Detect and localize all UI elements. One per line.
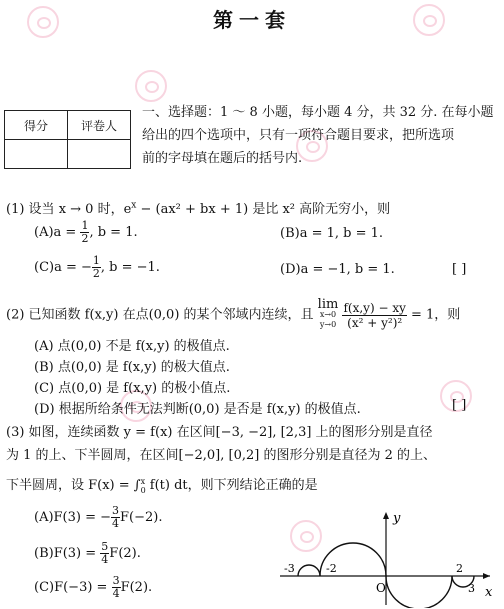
x-axis-label: x <box>485 585 493 600</box>
q2-answer-bracket: [ ] <box>452 398 467 413</box>
q2-option-c: (C) 点(0,0) 是 f(x,y) 的极小值点. <box>34 381 231 396</box>
q1-option-c: (C)a = − $\frac{1}{2}$ , b = −1. <box>34 254 160 280</box>
q3-option-a: (A)F(3) = − $\frac{3}{4}$ F(−2). <box>34 504 163 530</box>
tick-label: -3 <box>284 562 295 575</box>
q2-stem: (2) 已知函数 f(x,y) 在点(0,0) 的某个邻域内连续，且 lim x→0 y→0 $\frac{f(x,y) - xy}{\text{(x² + y²)²}}$ = 1，则 <box>6 297 461 330</box>
y-axis-label: y <box>393 511 401 526</box>
score-header: 得分 <box>5 111 68 140</box>
section-instruction-3: 前的字母填在题后的括号内. <box>142 151 303 166</box>
q2-option-a: (A) 点(0,0) 不是 f(x,y) 的极值点. <box>34 339 230 354</box>
grader-header: 评卷人 <box>68 111 131 140</box>
function-graph <box>280 508 502 608</box>
watermark-logo <box>135 70 167 102</box>
origin-label: O <box>376 581 386 595</box>
q3-stem-line1: (3) 如图，连续函数 y = f(x) 在区间[−3, −2], [2,3] 上的图形分别是直径 <box>6 425 433 440</box>
tick-label: -2 <box>326 562 337 575</box>
q3-option-c: (C)F(−3) = $\frac{3}{4}$ F(2). <box>34 574 153 600</box>
section-instruction-2: 给出的四个选项中，只有一项符合题目要求，把所选项 <box>142 128 455 143</box>
q3-option-b: (B)F(3) = $\frac{5}{4}$ F(2). <box>34 540 141 566</box>
q1-option-d: (D)a = −1, b = 1. <box>280 262 395 277</box>
score-table <box>4 110 131 169</box>
tick-label: 3 <box>468 582 475 595</box>
q1-option-b: (B)a = 1, b = 1. <box>280 226 384 241</box>
grader-cell <box>68 140 131 169</box>
q1-option-a: (A)a = $\frac{1}{2}$ , b = 1. <box>34 219 138 245</box>
q1-stem: (1) 设当 x → 0 时，$e^x - (ax^2$ + bx + 1) 是比 x² 高阶无穷小，则 <box>6 200 391 217</box>
q3-stem-line3: 下半圆周，设 F(x) = ∫ x 0 f(t) dt，则下列结论正确的是 <box>6 476 318 495</box>
tick-label: 2 <box>456 562 463 575</box>
x-axis-arrow <box>483 573 490 579</box>
q2-option-d: (D) 根据所给条件无法判断(0,0) 是否是 f(x,y) 的极值点. <box>34 402 361 417</box>
y-axis-arrow <box>383 512 389 519</box>
q1-answer-bracket: [ ] <box>452 262 467 277</box>
q3-stem-line2: 为 1 的上、下半圆周，在区间[−2,0], [0,2] 的图形分别是直径为 2 的上、 <box>6 448 436 463</box>
q2-option-b: (B) 点(0,0) 是 f(x,y) 的极大值点. <box>34 360 230 375</box>
curve-segment-large-lower <box>386 576 452 608</box>
section-instruction-1: 一、选择题：1 ～ 8 小题，每小题 4 分，共 32 分. 在每小题 <box>142 105 494 120</box>
curve-segment-small-upper <box>298 565 320 576</box>
page-title: 第一套 <box>213 8 291 32</box>
score-cell <box>5 140 68 169</box>
